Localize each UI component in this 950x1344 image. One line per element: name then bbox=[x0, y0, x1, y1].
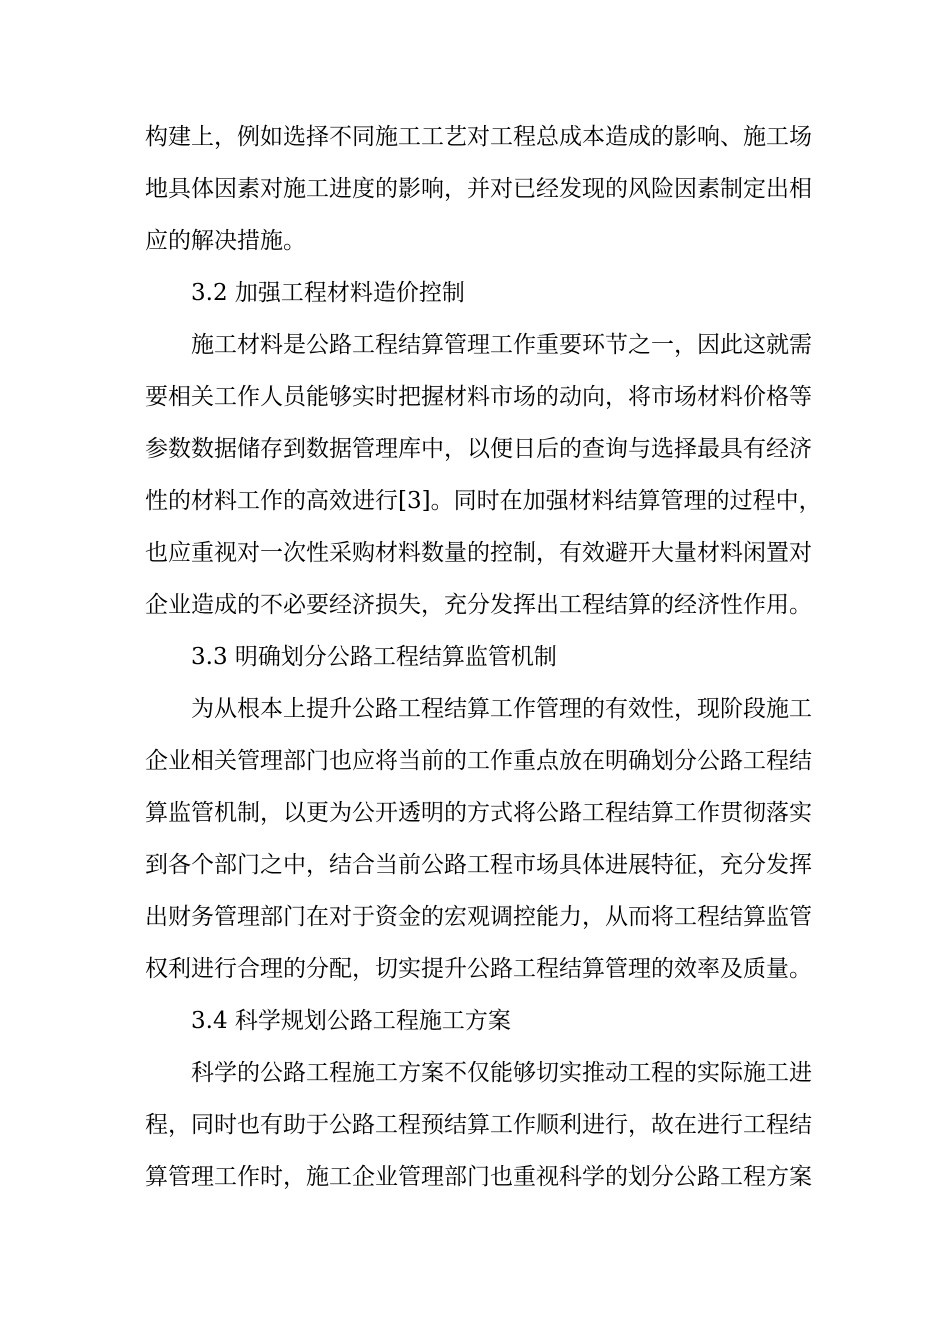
paragraph-line: 要相关工作人员能够实时把握材料市场的动向，将市场材料价格等 bbox=[145, 384, 812, 410]
paragraph-line: 权利进行合理的分配，切实提升公路工程结算管理的效率及质量。 bbox=[145, 956, 812, 982]
paragraph-line: 企业造成的不必要经济损失，充分发挥出工程结算的经济性作用。 bbox=[145, 592, 812, 618]
paragraph-line: 算监管机制，以更为公开透明的方式将公路工程结算工作贯彻落实 bbox=[145, 800, 812, 826]
paragraph-line: 应的解决措施。 bbox=[145, 228, 306, 254]
section-heading: 3.2 加强工程材料造价控制 bbox=[191, 280, 465, 306]
paragraph-line: 性的材料工作的高效进行[3]。同时在加强材料结算管理的过程中， bbox=[145, 488, 822, 514]
paragraph-line: 到各个部门之中，结合当前公路工程市场具体进展特征，充分发挥 bbox=[145, 852, 812, 878]
section-heading: 3.4 科学规划公路工程施工方案 bbox=[191, 1008, 511, 1034]
paragraph-line: 出财务管理部门在对于资金的宏观调控能力，从而将工程结算监管 bbox=[145, 904, 812, 930]
paragraph-line: 为从根本上提升公路工程结算工作管理的有效性，现阶段施工 bbox=[191, 696, 812, 722]
paragraph-line: 施工材料是公路工程结算管理工作重要环节之一，因此这就需 bbox=[191, 332, 812, 358]
paragraph-line: 企业相关管理部门也应将当前的工作重点放在明确划分公路工程结 bbox=[145, 748, 812, 774]
section-heading: 3.3 明确划分公路工程结算监管机制 bbox=[191, 644, 557, 670]
paragraph-line: 程，同时也有助于公路工程预结算工作顺利进行，故在进行工程结 bbox=[145, 1112, 812, 1138]
paragraph-line: 算管理工作时，施工企业管理部门也重视科学的划分公路工程方案 bbox=[145, 1164, 812, 1190]
paragraph-line: 构建上，例如选择不同施工工艺对工程总成本造成的影响、施工场 bbox=[145, 124, 812, 150]
paragraph-line: 科学的公路工程施工方案不仅能够切实推动工程的实际施工进 bbox=[191, 1060, 812, 1086]
paragraph-line: 也应重视对一次性采购材料数量的控制，有效避开大量材料闲置对 bbox=[145, 540, 812, 566]
paragraph-line: 地具体因素对施工进度的影响，并对已经发现的风险因素制定出相 bbox=[145, 176, 812, 202]
paragraph-line: 参数数据储存到数据管理库中，以便日后的查询与选择最具有经济 bbox=[145, 436, 812, 462]
